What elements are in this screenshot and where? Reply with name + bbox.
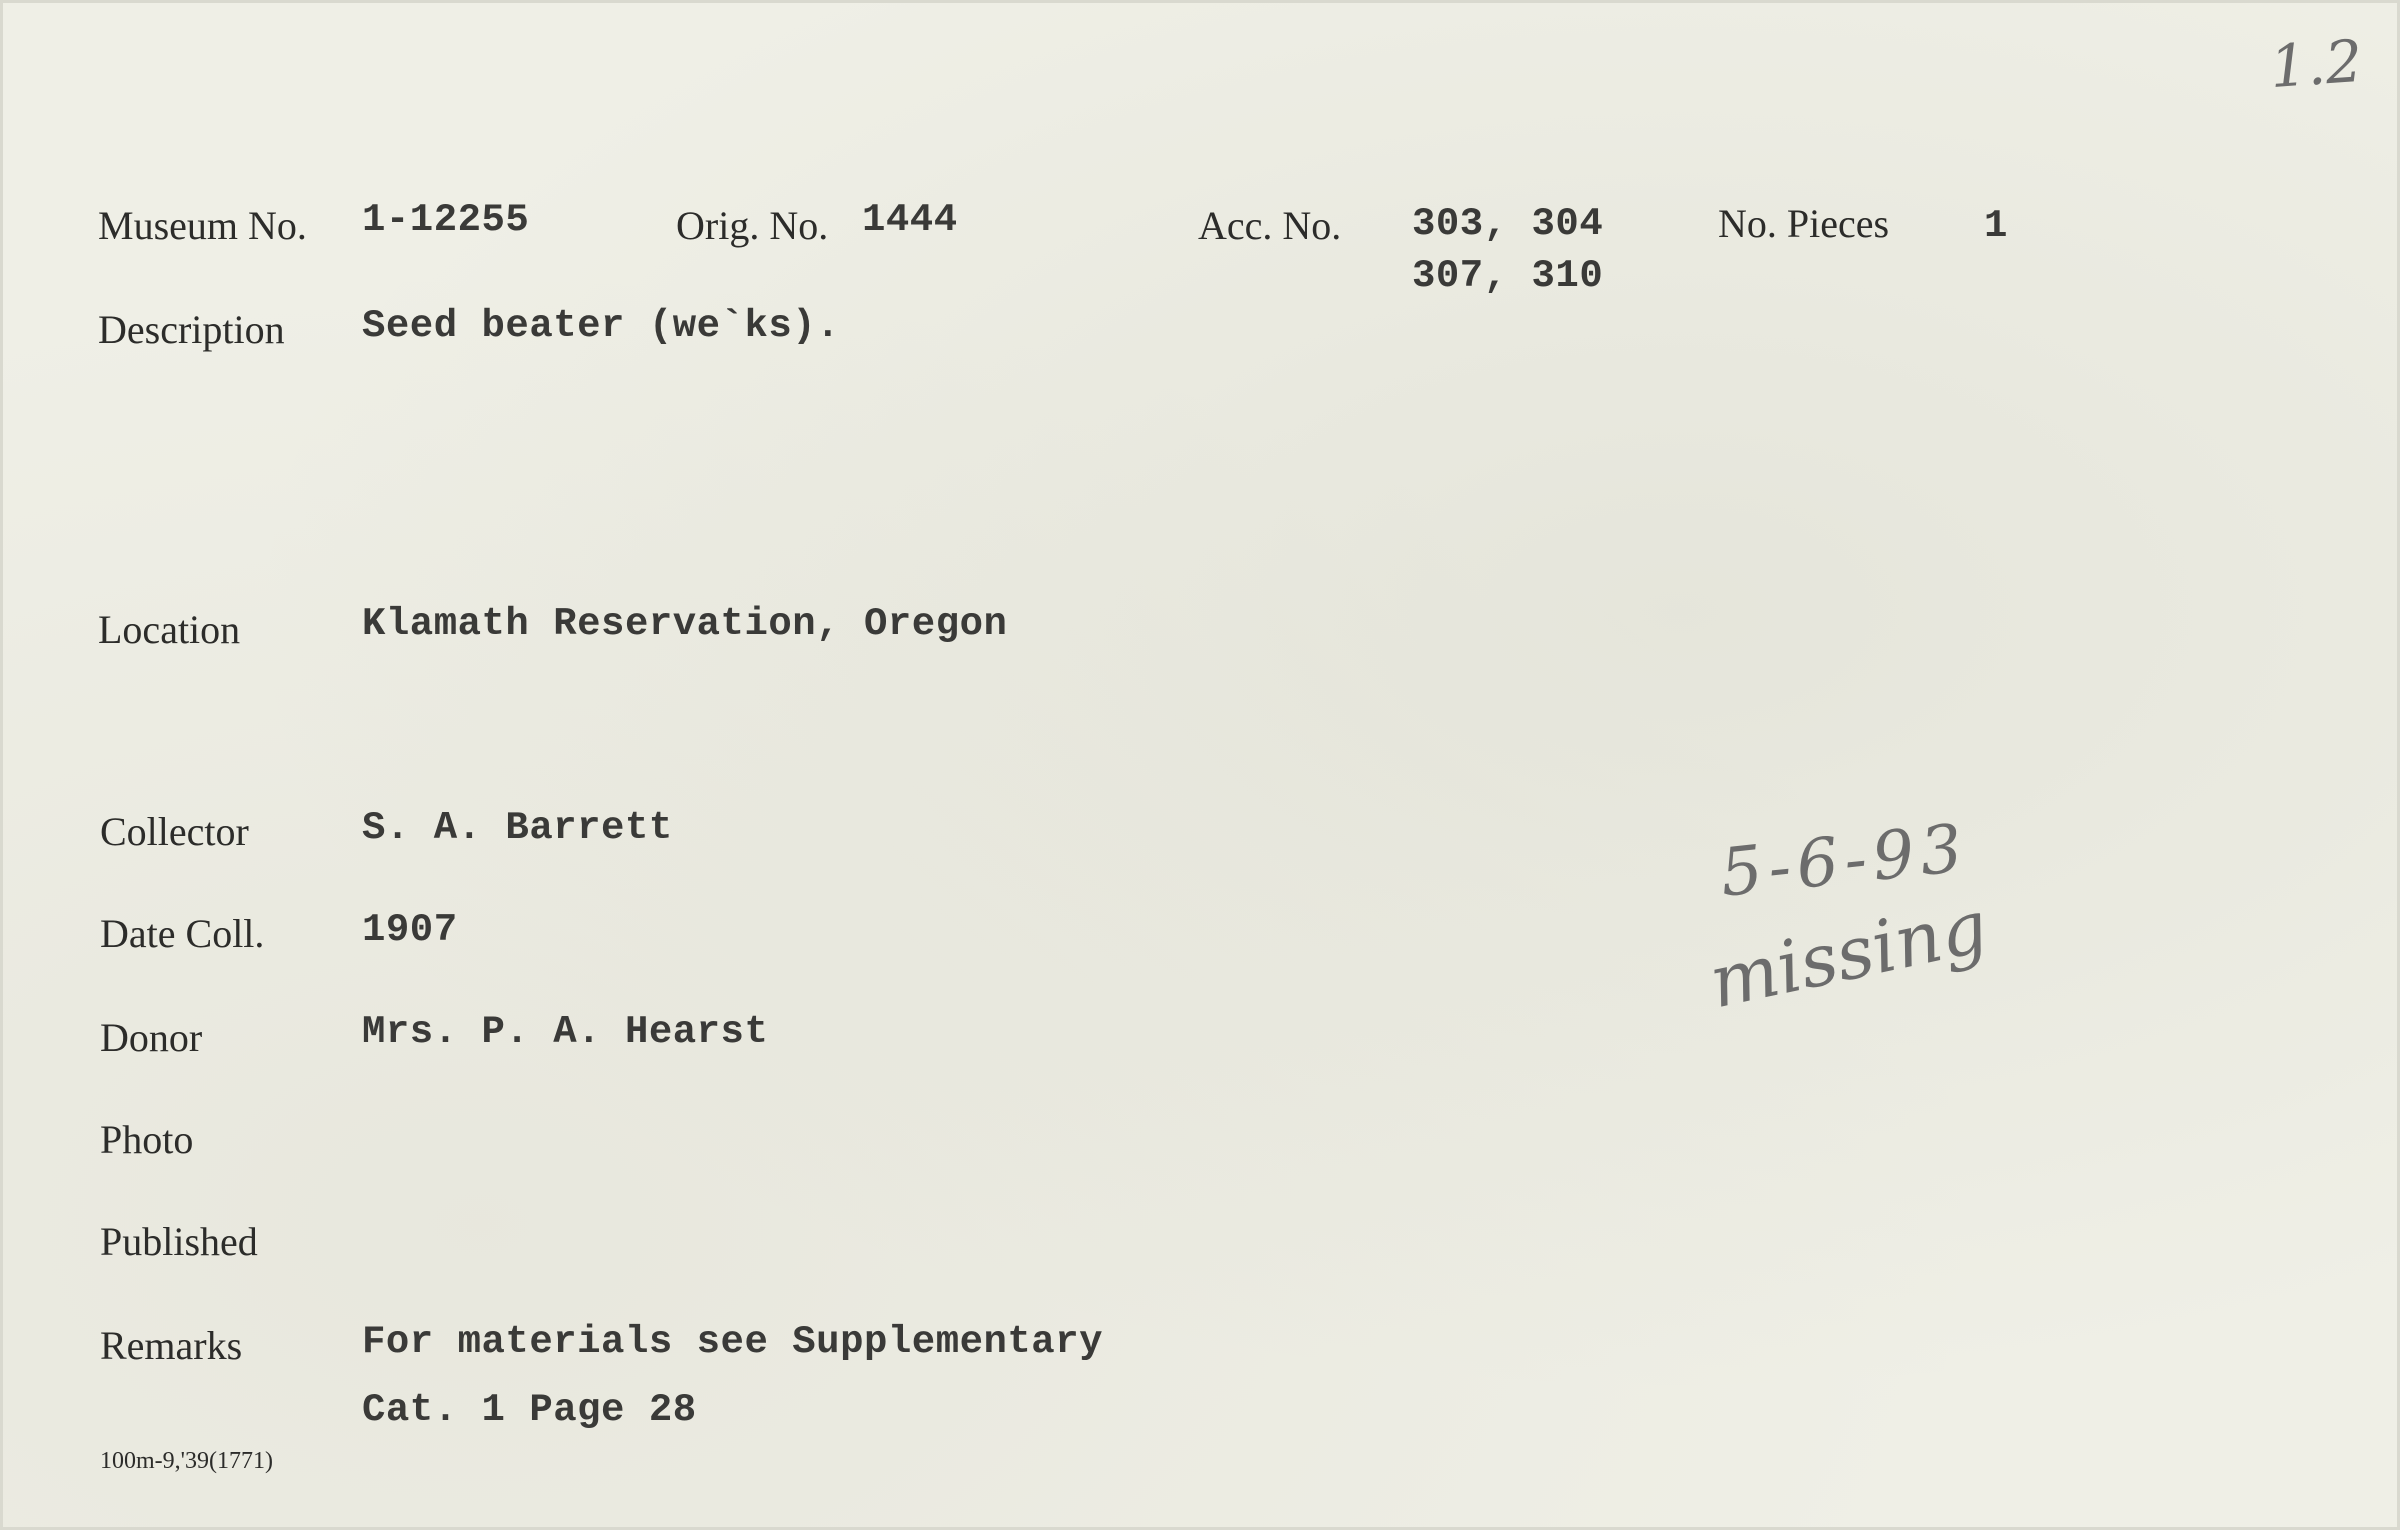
date-coll-value: 1907	[362, 908, 458, 952]
collector-value: S. A. Barrett	[362, 806, 673, 850]
donor-label: Donor	[100, 1015, 203, 1060]
handwritten-date-note: 5-6-93	[1716, 809, 1972, 912]
no-pieces-label: No. Pieces	[1718, 201, 1890, 246]
remarks-value-line1: For materials see Supplementary	[362, 1320, 1104, 1364]
museum-no-label: Museum No.	[98, 203, 307, 248]
collector-label: Collector	[100, 809, 249, 854]
acc-no-value-line2: 307, 310	[1412, 254, 1604, 298]
location-value: Klamath Reservation, Oregon	[362, 602, 1008, 646]
donor-value: Mrs. P. A. Hearst	[362, 1010, 769, 1054]
no-pieces-value: 1	[1984, 204, 2008, 248]
orig-no-label: Orig. No.	[676, 203, 829, 248]
description-value: Seed beater (we`ks).	[362, 304, 841, 348]
handwritten-status-note: missing	[1702, 883, 1995, 1025]
handwritten-corner-note: 1.2	[2267, 26, 2365, 102]
description-label: Description	[98, 307, 285, 352]
remarks-value-line2: Cat. 1 Page 28	[362, 1388, 697, 1432]
remarks-label: Remarks	[100, 1323, 243, 1368]
print-code: 100m-9,'39(1771)	[100, 1448, 273, 1474]
published-label: Published	[100, 1219, 258, 1264]
photo-label: Photo	[100, 1117, 194, 1162]
location-label: Location	[98, 607, 241, 652]
museum-no-value: 1-12255	[362, 198, 530, 242]
acc-no-label: Acc. No.	[1198, 203, 1342, 248]
orig-no-value: 1444	[862, 198, 958, 242]
acc-no-value-line1: 303, 304	[1412, 202, 1604, 246]
date-coll-label: Date Coll.	[100, 911, 265, 956]
